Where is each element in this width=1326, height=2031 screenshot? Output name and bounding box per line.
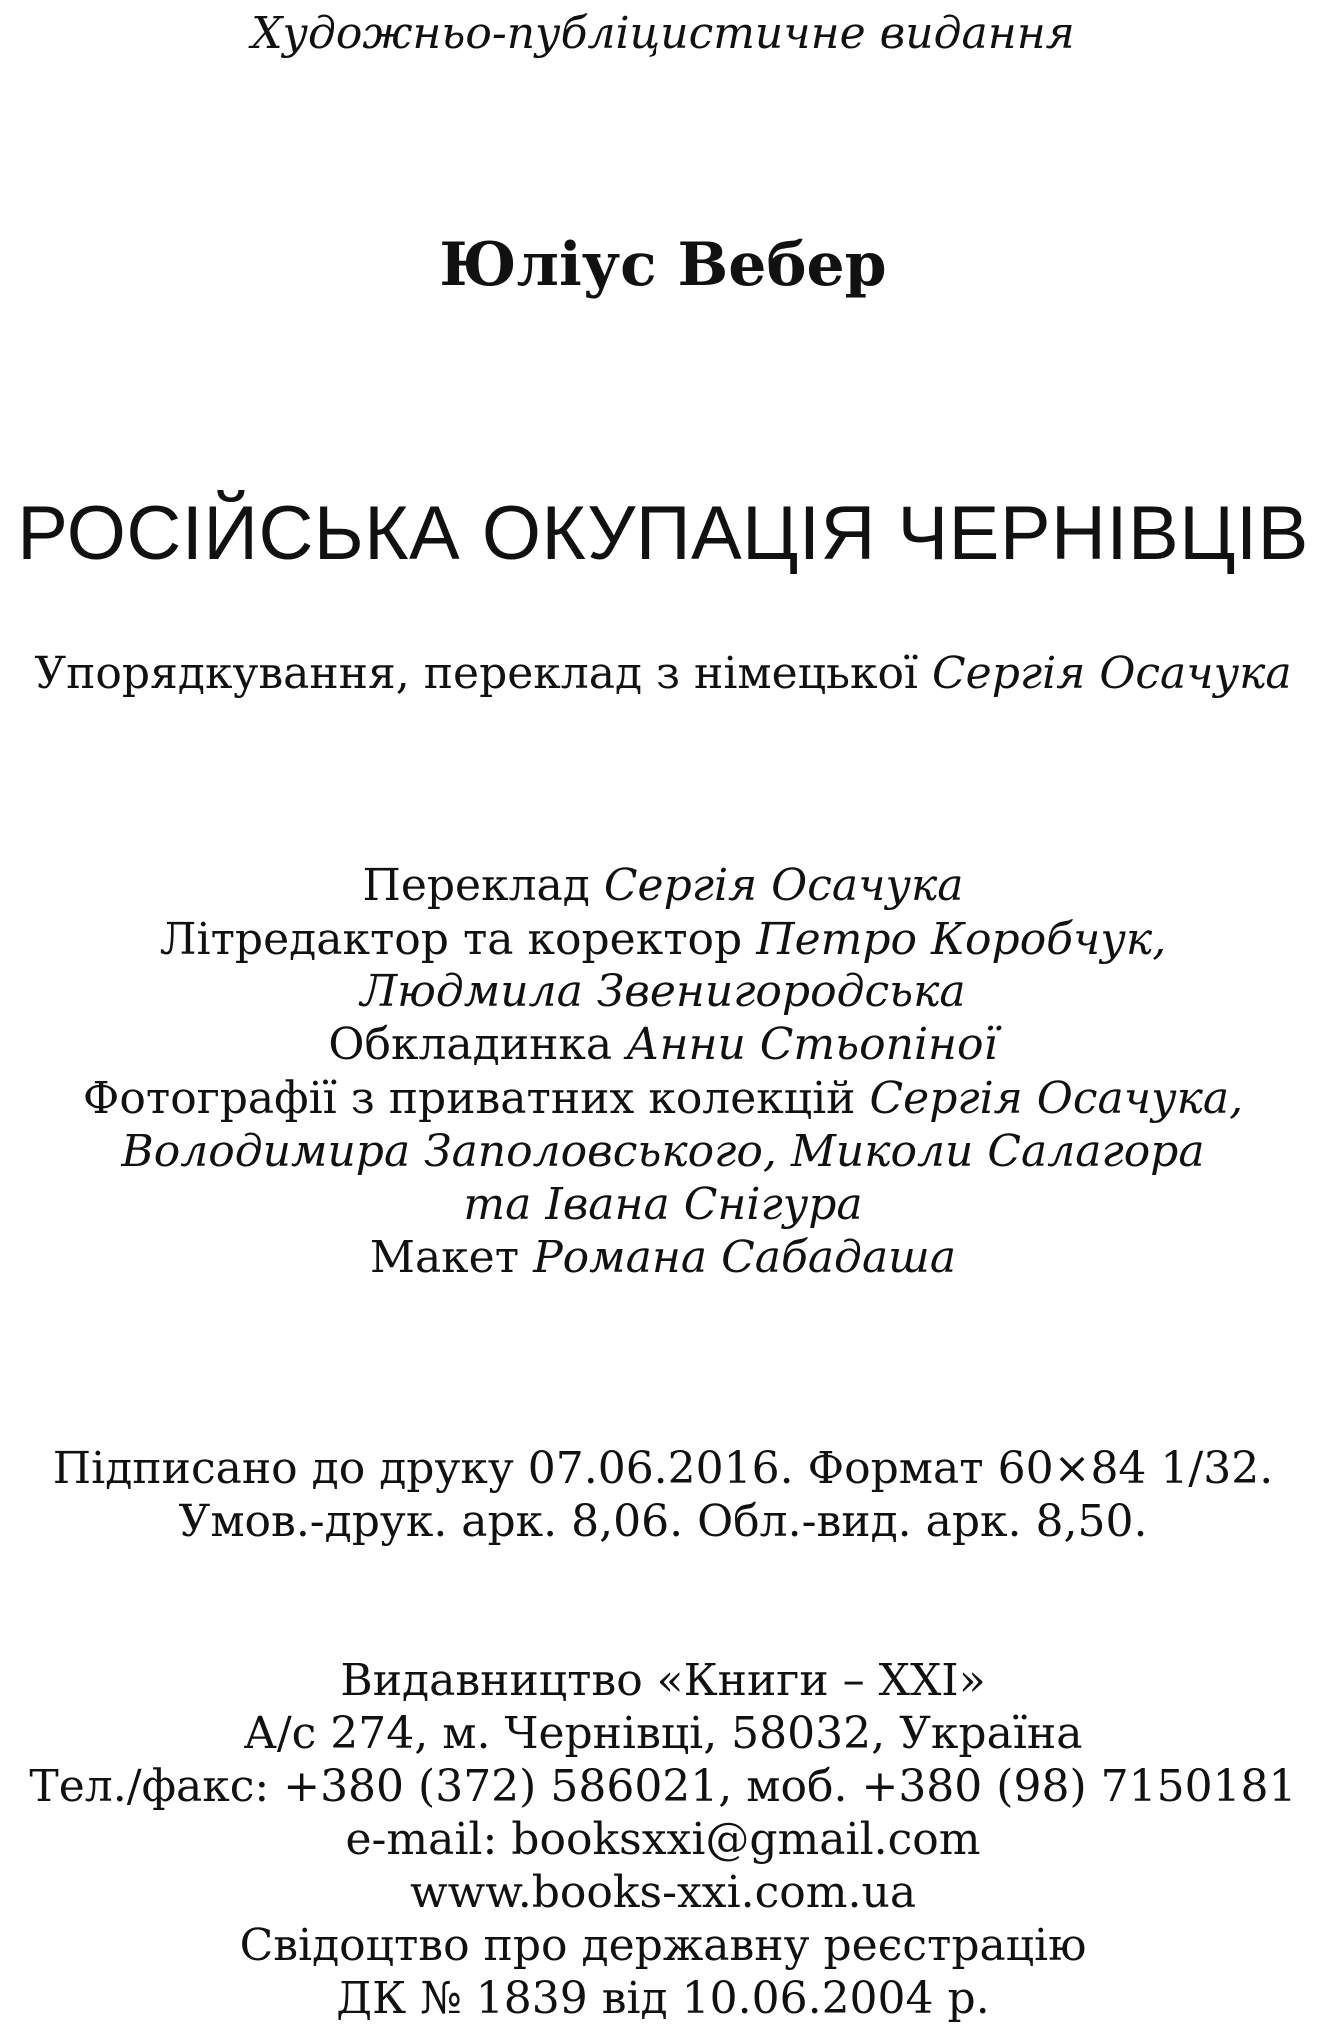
credit-translation [0, 860, 1326, 911]
publisher-phone: Тел./факс: +380 (372) 586021, моб. +380 (98) 7150181 [29, 1761, 1297, 1812]
publisher-registration-1: Свідоцтво про державну реєстрацію [239, 1920, 1087, 1971]
series-label: Художньо-публіцистичне видання [251, 8, 1075, 59]
layout-name: Романа Сабадаша [533, 1232, 957, 1283]
publisher-website: www.books-xxi.com.ua [409, 1867, 917, 1918]
credit-layout [0, 1232, 1326, 1283]
editor-name-2: Людмила Звенигородська [360, 966, 966, 1017]
author-name: Юліус Вебер [439, 230, 887, 300]
subtitle-name: Сергія Осачука [932, 648, 1292, 699]
cover-label: Обкладинка [328, 1019, 613, 1070]
publisher-address: А/с 274, м. Чернівці, 58032, Україна [243, 1708, 1083, 1759]
print-info-line-2: Умов.-друк. арк. 8,06. Обл.-вид. арк. 8,50. [178, 1496, 1148, 1547]
publisher-name: Видавництво «Книги – ХХІ» [340, 1655, 986, 1706]
credit-cover [0, 1019, 1326, 1070]
publisher-email: e-mail: booksxxi@gmail.com [345, 1814, 981, 1865]
credit-editor [0, 914, 1326, 965]
photos-name-3: та Івана Снігура [463, 1179, 863, 1230]
translation-label: Переклад [362, 860, 590, 911]
photos-name-2: Володимира Заполовського, Миколи Салагора [121, 1126, 1205, 1177]
photos-label: Фотографії з приватних колекцій [82, 1073, 856, 1124]
layout-label: Макет [369, 1232, 520, 1283]
subtitle-text: Упорядкування, переклад з німецької [34, 648, 919, 699]
print-info-line-1: Підписано до друку 07.06.2016. Формат 60×84 1/32. [52, 1443, 1274, 1494]
editor-label: Літредактор та коректор [159, 914, 743, 965]
photos-name-1: Сергія Осачука, [869, 1073, 1244, 1124]
subtitle [0, 648, 1326, 699]
publisher-registration-2: ДК № 1839 від 10.06.2004 р. [336, 1973, 990, 2024]
editor-name-1: Петро Коробчук, [756, 914, 1167, 965]
translation-name: Сергія Осачука [603, 860, 964, 911]
cover-name: Анни Стьопіної [626, 1019, 998, 1070]
credit-photos [0, 1073, 1326, 1124]
book-title: РОСІЙСЬКА ОКУПАЦІЯ ЧЕРНІВЦІВ [17, 491, 1309, 576]
